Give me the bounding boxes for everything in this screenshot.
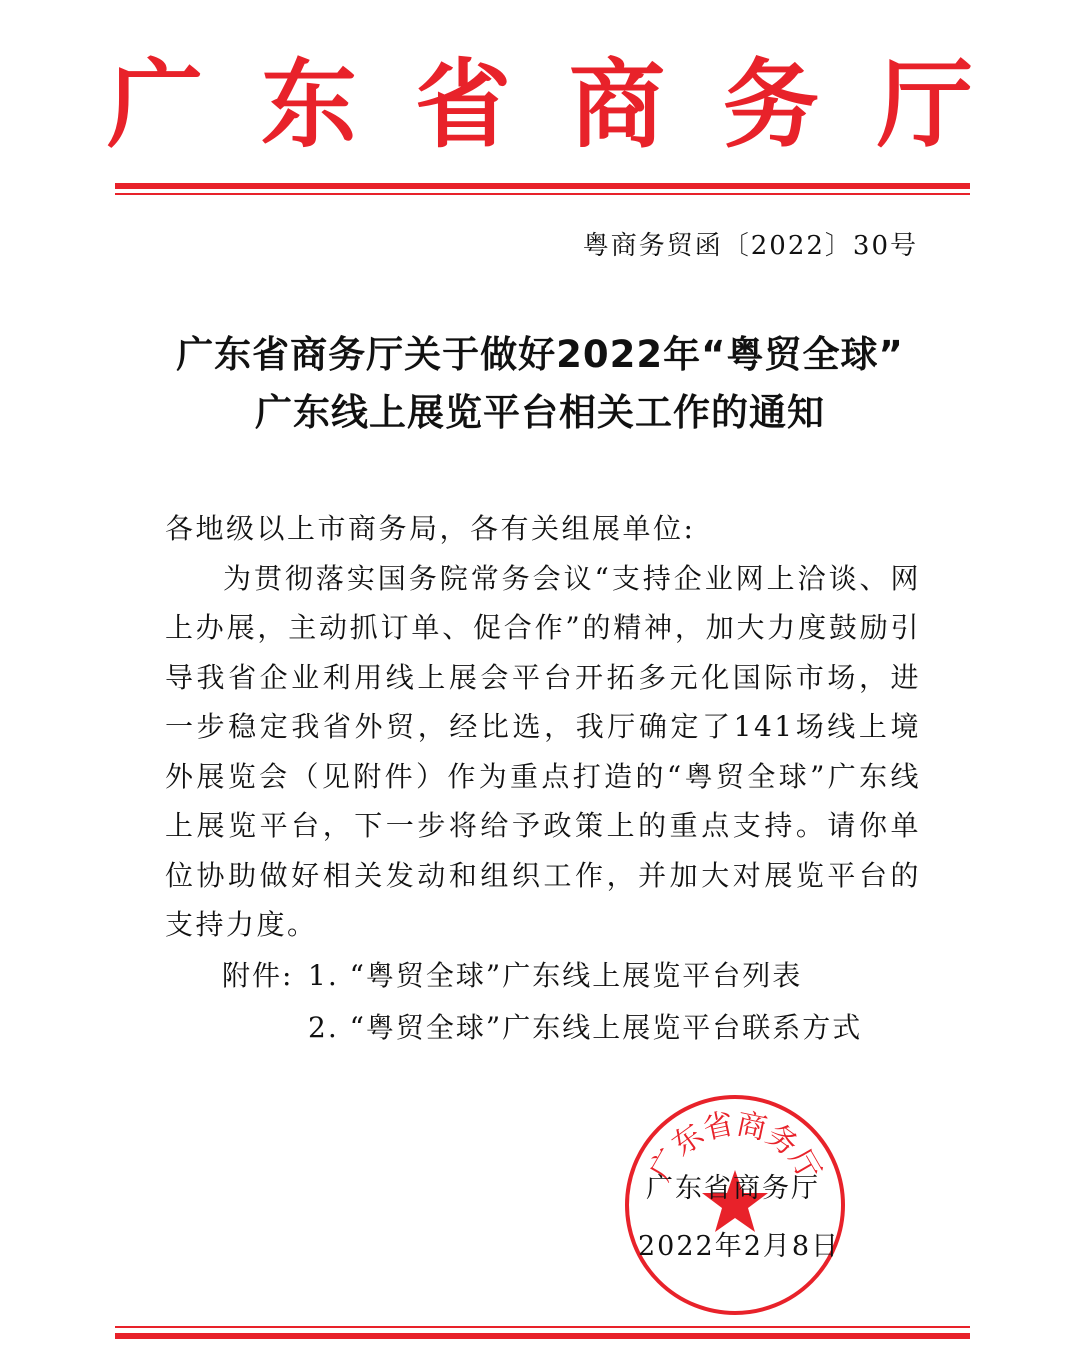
attachments-list: [222, 950, 862, 1054]
salutation: 各地级以上市商务局，各有关组展单位:: [165, 512, 696, 545]
seal-character: 务: [759, 1117, 805, 1164]
seal-character: 厅: [781, 1143, 827, 1187]
letterhead-rule-thin: [115, 193, 970, 195]
footer-rule-thin: [115, 1326, 970, 1328]
footer-rule-thick: [115, 1333, 970, 1339]
attachments-label: 附件:: [222, 959, 294, 992]
document-number: 粤商务贸函〔2022〕30号: [582, 231, 918, 261]
seal-character: 东: [665, 1117, 711, 1164]
attachment-item-1: 1. “粤贸全球”广东线上展览平台列表: [308, 959, 803, 992]
seal-character: 商: [733, 1106, 770, 1147]
seal-character: 广: [643, 1143, 689, 1187]
attachment-item: [222, 1002, 862, 1054]
attachment-item: [222, 950, 862, 1002]
signature-org: 广东省商务厅: [646, 1173, 820, 1204]
title-line-1: 广东省商务厅关于做好2022年“粤贸全球”: [176, 333, 904, 376]
title-line-2: 广东线上展览平台相关工作的通知: [255, 391, 825, 434]
seal-character: 省: [700, 1106, 737, 1147]
attachment-item-2: 2. “粤贸全球”广东线上展览平台联系方式: [308, 1011, 863, 1044]
letterhead-rule-thick: [115, 183, 970, 189]
body-paragraph: 为贯彻落实国务院常务会议“支持企业网上洽谈、网上办展，主动抓订单、促合作”的精神，加大力度鼓励引导我省企业利用线上展会平台开拓多元化国际市场，进一步稳定我省外贸，经比选，我厅确定了141场线上境外展览会（见附件）作为重点打造的“粤贸全球”广东线上展览平台，下一步将给予政策上的重点支持。请你单位协助做好相关发动和组织工作，并加大对展览平台的支持力度。: [165, 561, 921, 941]
letterhead-title: 广东省商务厅: [107, 48, 1031, 161]
signature-block: [638, 1160, 841, 1276]
document-title: [140, 326, 940, 442]
document-body: [165, 504, 921, 950]
signature-date: 2022年2月8日: [638, 1231, 841, 1262]
